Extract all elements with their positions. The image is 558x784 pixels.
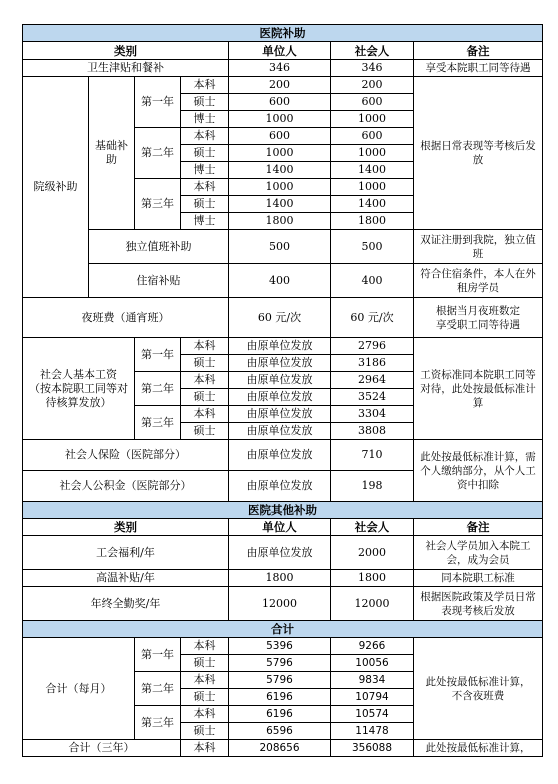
- night-shift-label: 夜班费（通宵班）: [23, 298, 229, 338]
- basic-social-value: 1400: [331, 196, 414, 213]
- degree-label: 本科: [181, 179, 229, 196]
- meal-note: 享受本院职工同等待遇: [414, 60, 543, 77]
- hospital-subsidy-label: 院级补助: [23, 77, 89, 298]
- col-header-note: 备注: [414, 42, 543, 60]
- year-label: 第三年: [135, 706, 181, 740]
- housing-social: 400: [331, 264, 414, 298]
- other-subsidy-note: 社会人学员加入本院工会，成为会员: [414, 536, 543, 570]
- basic-note: 根据日常表现等考核后发放: [414, 77, 543, 230]
- fund-label: 社会人公积金（医院部分）: [23, 471, 229, 502]
- basic-social-value: 600: [331, 94, 414, 111]
- social-wage-label: 社会人基本工资 （按本院职工同等对待核算发放）: [23, 338, 135, 440]
- degree-label: 本科: [181, 406, 229, 423]
- year-label: 第三年: [135, 179, 181, 230]
- other-subsidy-unit: 12000: [229, 587, 331, 621]
- degree-label: 本科: [181, 77, 229, 94]
- degree-label: 本科: [181, 128, 229, 145]
- insurance-social: 710: [331, 440, 414, 471]
- col-header-category: 类别: [23, 519, 229, 536]
- monthly-unit-value: 5396: [229, 638, 331, 655]
- monthly-unit-value: 6596: [229, 723, 331, 740]
- year-label: 第二年: [135, 672, 181, 706]
- monthly-unit-value: 5796: [229, 655, 331, 672]
- degree-label: 硕士: [181, 389, 229, 406]
- wage-social-value: 3524: [331, 389, 414, 406]
- col-header-unit: 单位人: [229, 42, 331, 60]
- duty-unit: 500: [229, 230, 331, 264]
- wage-unit-value: 由原单位发放: [229, 372, 331, 389]
- duty-label: 独立值班补助: [89, 230, 229, 264]
- col-header-unit: 单位人: [229, 519, 331, 536]
- other-subsidy-label: 工会福利/年: [23, 536, 229, 570]
- other-subsidy-note: 根据医院政策及学员日常表现考核后发放: [414, 587, 543, 621]
- basic-unit-value: 1000: [229, 111, 331, 128]
- three-year-unit: 208656: [229, 740, 331, 757]
- night-shift-note: 根据当月夜班数定 享受职工同等待遇: [414, 298, 543, 338]
- year-label: 第一年: [135, 638, 181, 672]
- year-label: 第一年: [135, 77, 181, 128]
- basic-social-value: 1400: [331, 162, 414, 179]
- wage-social-value: 2964: [331, 372, 414, 389]
- monthly-social-value: 10056: [331, 655, 414, 672]
- wage-unit-value: 由原单位发放: [229, 355, 331, 372]
- basic-social-value: 1800: [331, 213, 414, 230]
- monthly-social-value: 10794: [331, 689, 414, 706]
- col-header-note: 备注: [414, 519, 543, 536]
- wage-social-value: 2796: [331, 338, 414, 355]
- other-subsidy-social: 12000: [331, 587, 414, 621]
- year-label: 第三年: [135, 406, 181, 440]
- housing-unit: 400: [229, 264, 331, 298]
- degree-label: 本科: [181, 740, 229, 757]
- col-header-social: 社会人: [331, 42, 414, 60]
- monthly-unit-value: 6196: [229, 689, 331, 706]
- degree-label: 硕士: [181, 689, 229, 706]
- monthly-social-value: 10574: [331, 706, 414, 723]
- basic-unit-value: 600: [229, 94, 331, 111]
- other-subsidy-note: 同本院职工标准: [414, 570, 543, 587]
- col-header-category: 类别: [23, 42, 229, 60]
- degree-label: 本科: [181, 372, 229, 389]
- basic-social-value: 200: [331, 77, 414, 94]
- monthly-total-label: 合计（每月）: [23, 638, 135, 740]
- basic-subsidy-label: 基础补助: [89, 77, 135, 230]
- wage-social-value: 3808: [331, 423, 414, 440]
- basic-social-value: 1000: [331, 145, 414, 162]
- monthly-social-value: 11478: [331, 723, 414, 740]
- basic-social-value: 1000: [331, 111, 414, 128]
- basic-social-value: 600: [331, 128, 414, 145]
- degree-label: 硕士: [181, 655, 229, 672]
- degree-label: 硕士: [181, 94, 229, 111]
- monthly-note: 此处按最低标准计算， 不含夜班费: [414, 638, 543, 740]
- degree-label: 硕士: [181, 723, 229, 740]
- insurance-label: 社会人保险（医院部分）: [23, 440, 229, 471]
- degree-label: 博士: [181, 162, 229, 179]
- basic-unit-value: 1400: [229, 196, 331, 213]
- monthly-unit-value: 5796: [229, 672, 331, 689]
- degree-label: 硕士: [181, 423, 229, 440]
- housing-label: 住宿补贴: [89, 264, 229, 298]
- three-year-social: 356088: [331, 740, 414, 757]
- three-year-total-label: 合计（三年）: [23, 740, 181, 757]
- other-subsidy-unit: 由原单位发放: [229, 536, 331, 570]
- meal-social: 346: [331, 60, 414, 77]
- monthly-social-value: 9266: [331, 638, 414, 655]
- monthly-unit-value: 6196: [229, 706, 331, 723]
- section-title-other-subsidy: 医院其他补助: [23, 502, 543, 519]
- wage-social-value: 3186: [331, 355, 414, 372]
- year-label: 第二年: [135, 128, 181, 179]
- insurance-note: 此处按最低标准计算，需个人缴纳部分，从个人工资中扣除: [414, 440, 543, 502]
- housing-note: 符合住宿条件，本人在外租房学员: [414, 264, 543, 298]
- subsidy-table: [22, 24, 543, 757]
- insurance-unit: 由原单位发放: [229, 440, 331, 471]
- col-header-social: 社会人: [331, 519, 414, 536]
- wage-unit-value: 由原单位发放: [229, 406, 331, 423]
- basic-unit-value: 200: [229, 77, 331, 94]
- degree-label: 硕士: [181, 196, 229, 213]
- duty-note: 双证注册到我院，独立值班: [414, 230, 543, 264]
- degree-label: 博士: [181, 111, 229, 128]
- other-subsidy-label: 高温补贴/年: [23, 570, 229, 587]
- fund-unit: 由原单位发放: [229, 471, 331, 502]
- basic-unit-value: 1000: [229, 179, 331, 196]
- other-subsidy-social: 1800: [331, 570, 414, 587]
- basic-unit-value: 1000: [229, 145, 331, 162]
- night-shift-social: 60 元/次: [331, 298, 414, 338]
- wage-unit-value: 由原单位发放: [229, 423, 331, 440]
- fund-social: 198: [331, 471, 414, 502]
- monthly-social-value: 9834: [331, 672, 414, 689]
- three-year-note: 此处按最低标准计算，: [414, 740, 543, 757]
- degree-label: 本科: [181, 706, 229, 723]
- degree-label: 博士: [181, 213, 229, 230]
- duty-social: 500: [331, 230, 414, 264]
- degree-label: 本科: [181, 638, 229, 655]
- degree-label: 硕士: [181, 355, 229, 372]
- wage-social-value: 3304: [331, 406, 414, 423]
- degree-label: 本科: [181, 672, 229, 689]
- wage-note: 工资标准同本院职工同等对待，此处按最低标准计算: [414, 338, 543, 440]
- year-label: 第一年: [135, 338, 181, 372]
- other-subsidy-label: 年终全勤奖/年: [23, 587, 229, 621]
- basic-unit-value: 600: [229, 128, 331, 145]
- other-subsidy-social: 2000: [331, 536, 414, 570]
- meal-label: 卫生津贴和餐补: [23, 60, 229, 77]
- basic-unit-value: 1800: [229, 213, 331, 230]
- basic-social-value: 1000: [331, 179, 414, 196]
- other-subsidy-unit: 1800: [229, 570, 331, 587]
- wage-unit-value: 由原单位发放: [229, 389, 331, 406]
- degree-label: 硕士: [181, 145, 229, 162]
- basic-unit-value: 1400: [229, 162, 331, 179]
- wage-unit-value: 由原单位发放: [229, 338, 331, 355]
- degree-label: 本科: [181, 338, 229, 355]
- section-title-total: 合计: [23, 621, 543, 638]
- year-label: 第二年: [135, 372, 181, 406]
- section-title-hospital-subsidy: 医院补助: [23, 25, 543, 42]
- meal-unit: 346: [229, 60, 331, 77]
- night-shift-unit: 60 元/次: [229, 298, 331, 338]
